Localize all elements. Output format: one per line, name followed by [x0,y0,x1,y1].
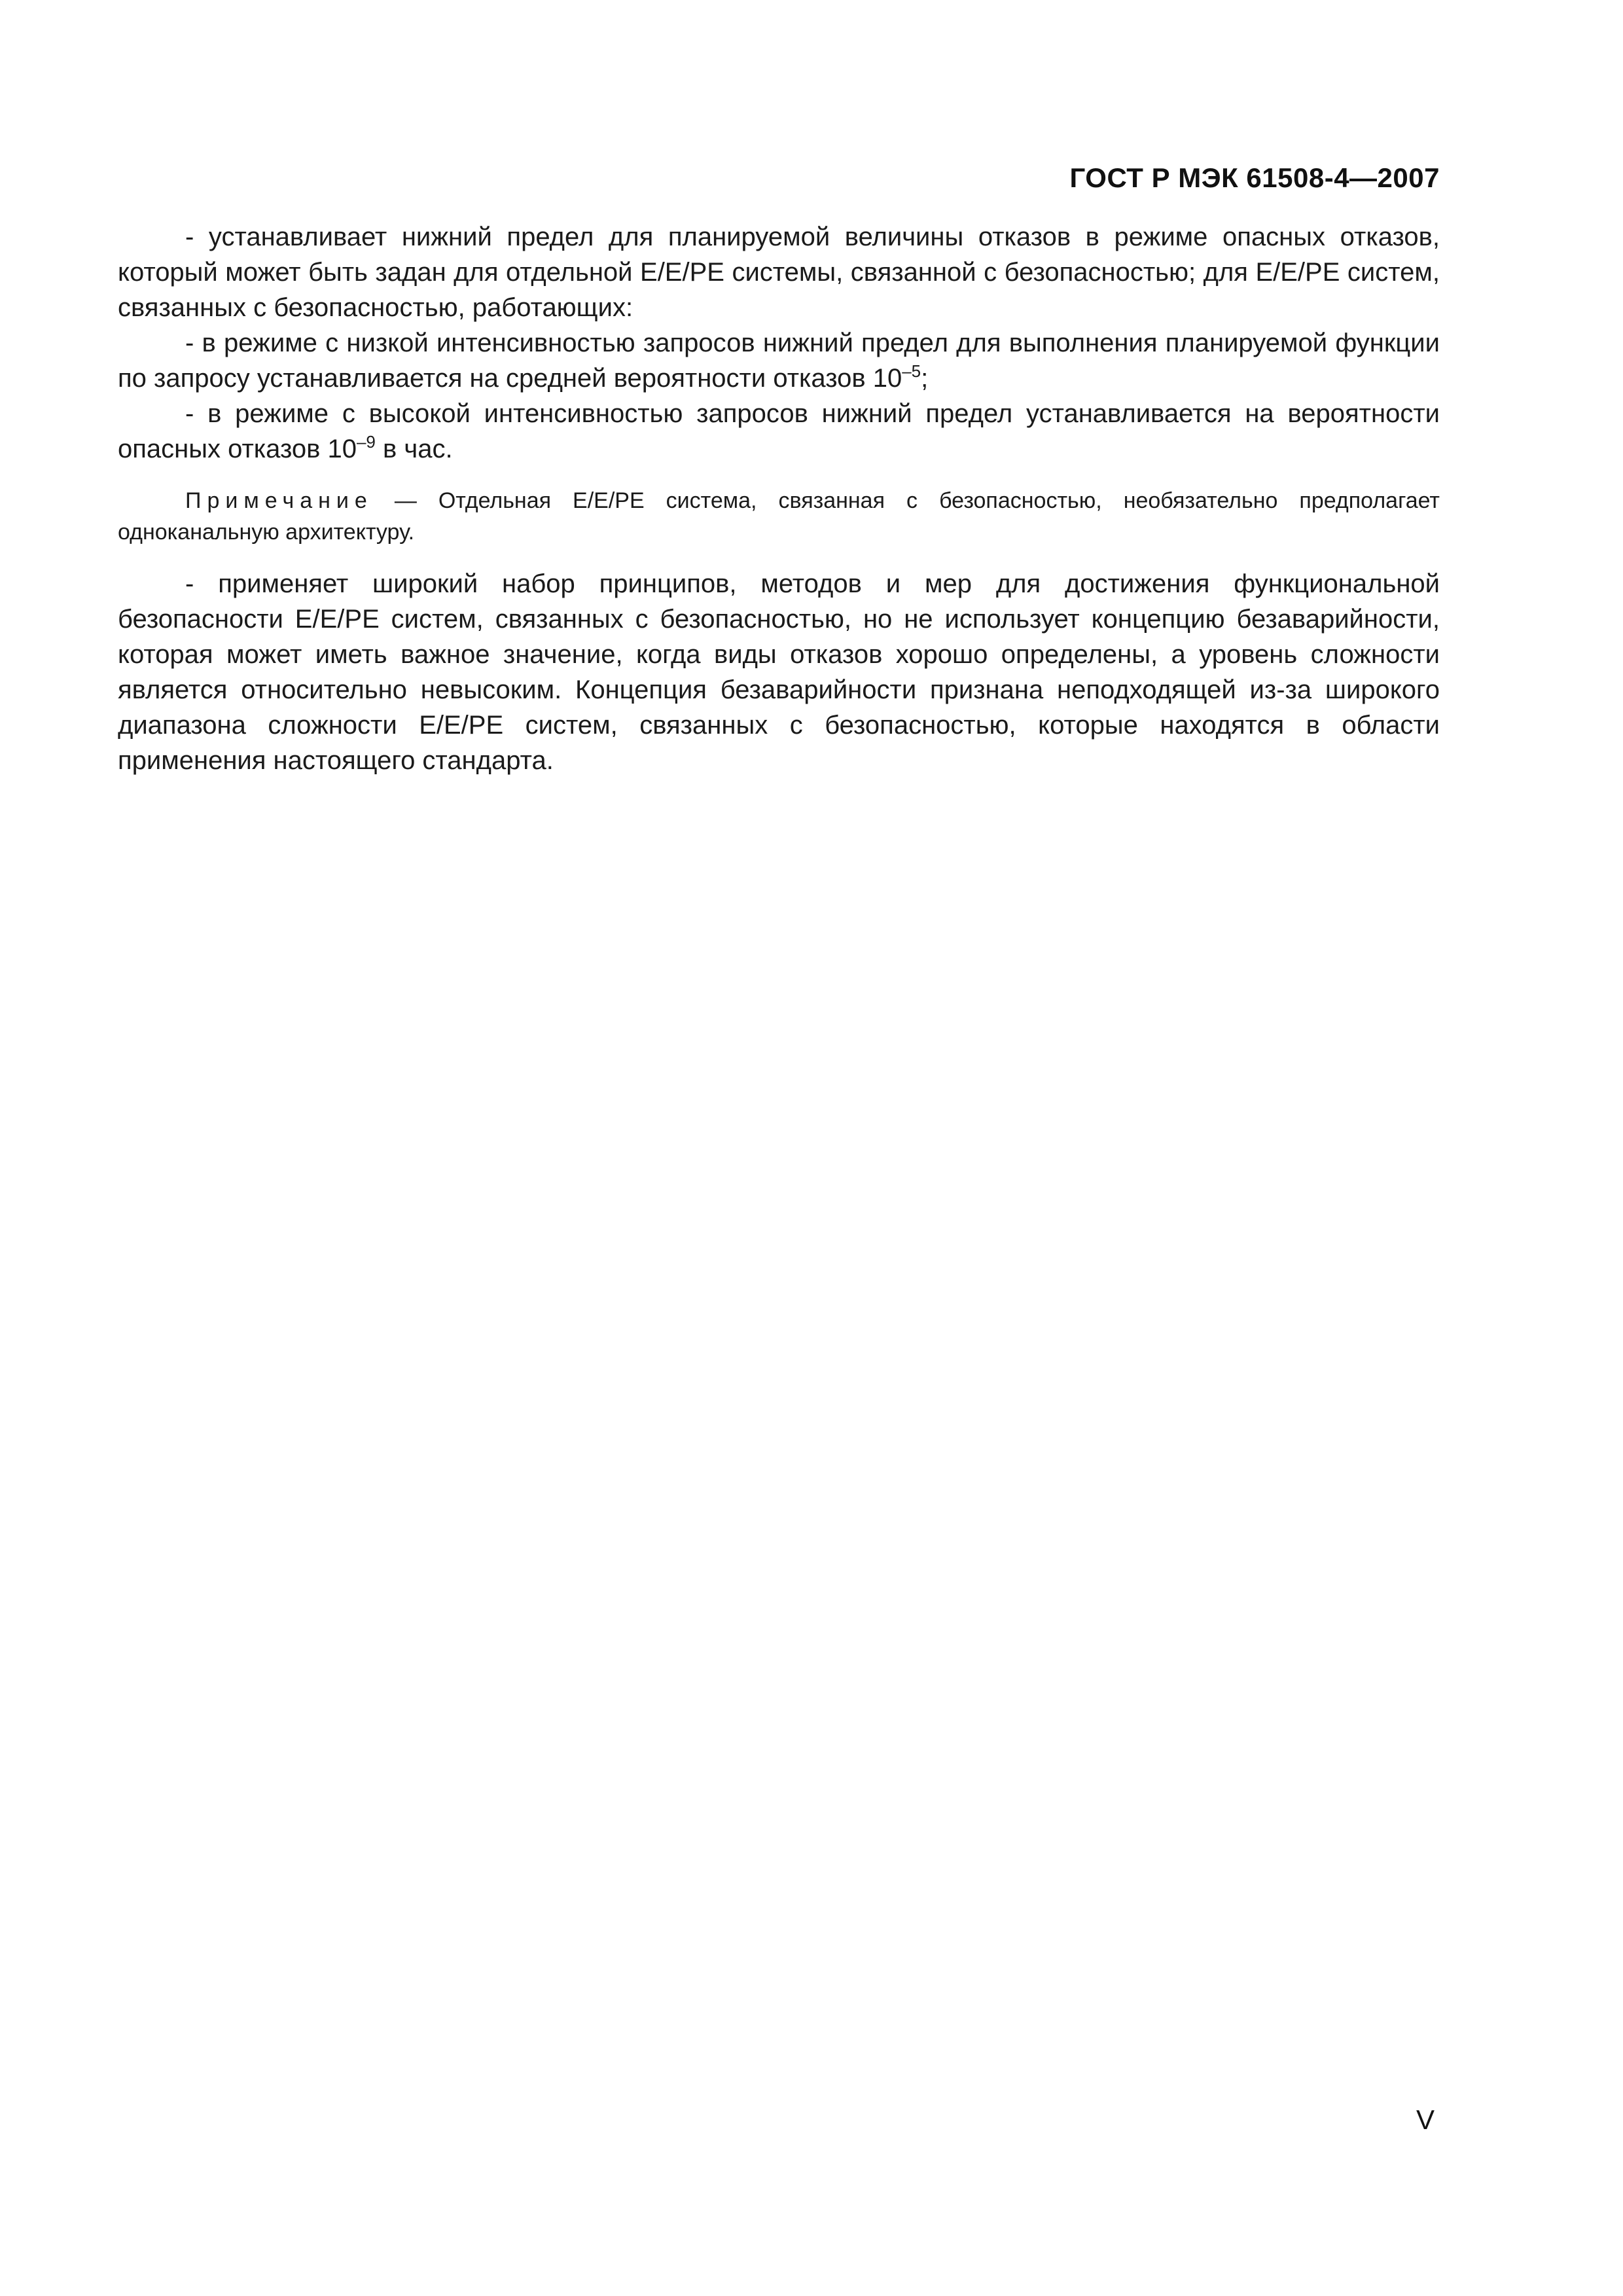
exponent: –5 [902,361,921,381]
page-content [118,219,1440,778]
note [118,485,1440,548]
paragraph-tail: в час. [375,435,453,463]
paragraph-high-demand-mode [118,396,1440,467]
document-code: ГОСТ Р МЭК 61508-4—2007 [1069,162,1440,193]
paragraph-text: - применяет широкий набор принципов, методов и мер для достижения функциональной безопасности E/E/PE систем, связанных с безопасностью, но не использует концепцию безаварийности, которая может иметь важное значение, когда виды отказов хорошо определены, а уровень сложности является относительно невысоким. Концепция безаварийности признана неподходящей из-за широкого диапазона сложности E/E/PE систем, связанных с безопасностью, которые находятся в области применения настоящего стандарта. [118,569,1440,775]
note-text: — Отдельная E/E/PE система, связанная с безопасностью, необязательно предполагает одноканальную архитектуру. [118,488,1440,545]
paragraph-low-demand-mode [118,325,1440,396]
note-label: Примечание [185,488,373,513]
exponent: –9 [356,432,376,452]
paragraph-lower-limit [118,219,1440,325]
paragraph-tail: ; [921,364,929,393]
paragraph-text: - в режиме с низкой интенсивностью запросов нижний предел для выполнения планируемой функции по запросу устанавливается на средней вероятности отказов 10 [118,329,1440,393]
paragraph-text: - устанавливает нижний предел для планируемой величины отказов в режиме опасных отказов, который может быть задан для отдельной E/E/PE системы, связанной с безопасностью; для E/E/PE систем, связанных с безопасностью, работающих: [118,223,1440,322]
page-number: V [1416,2104,1435,2135]
paragraph-principles [118,566,1440,778]
paragraph-text: - в режиме с высокой интенсивностью запросов нижний предел устанавливается на вероятности опасных отказов 10 [118,399,1440,463]
